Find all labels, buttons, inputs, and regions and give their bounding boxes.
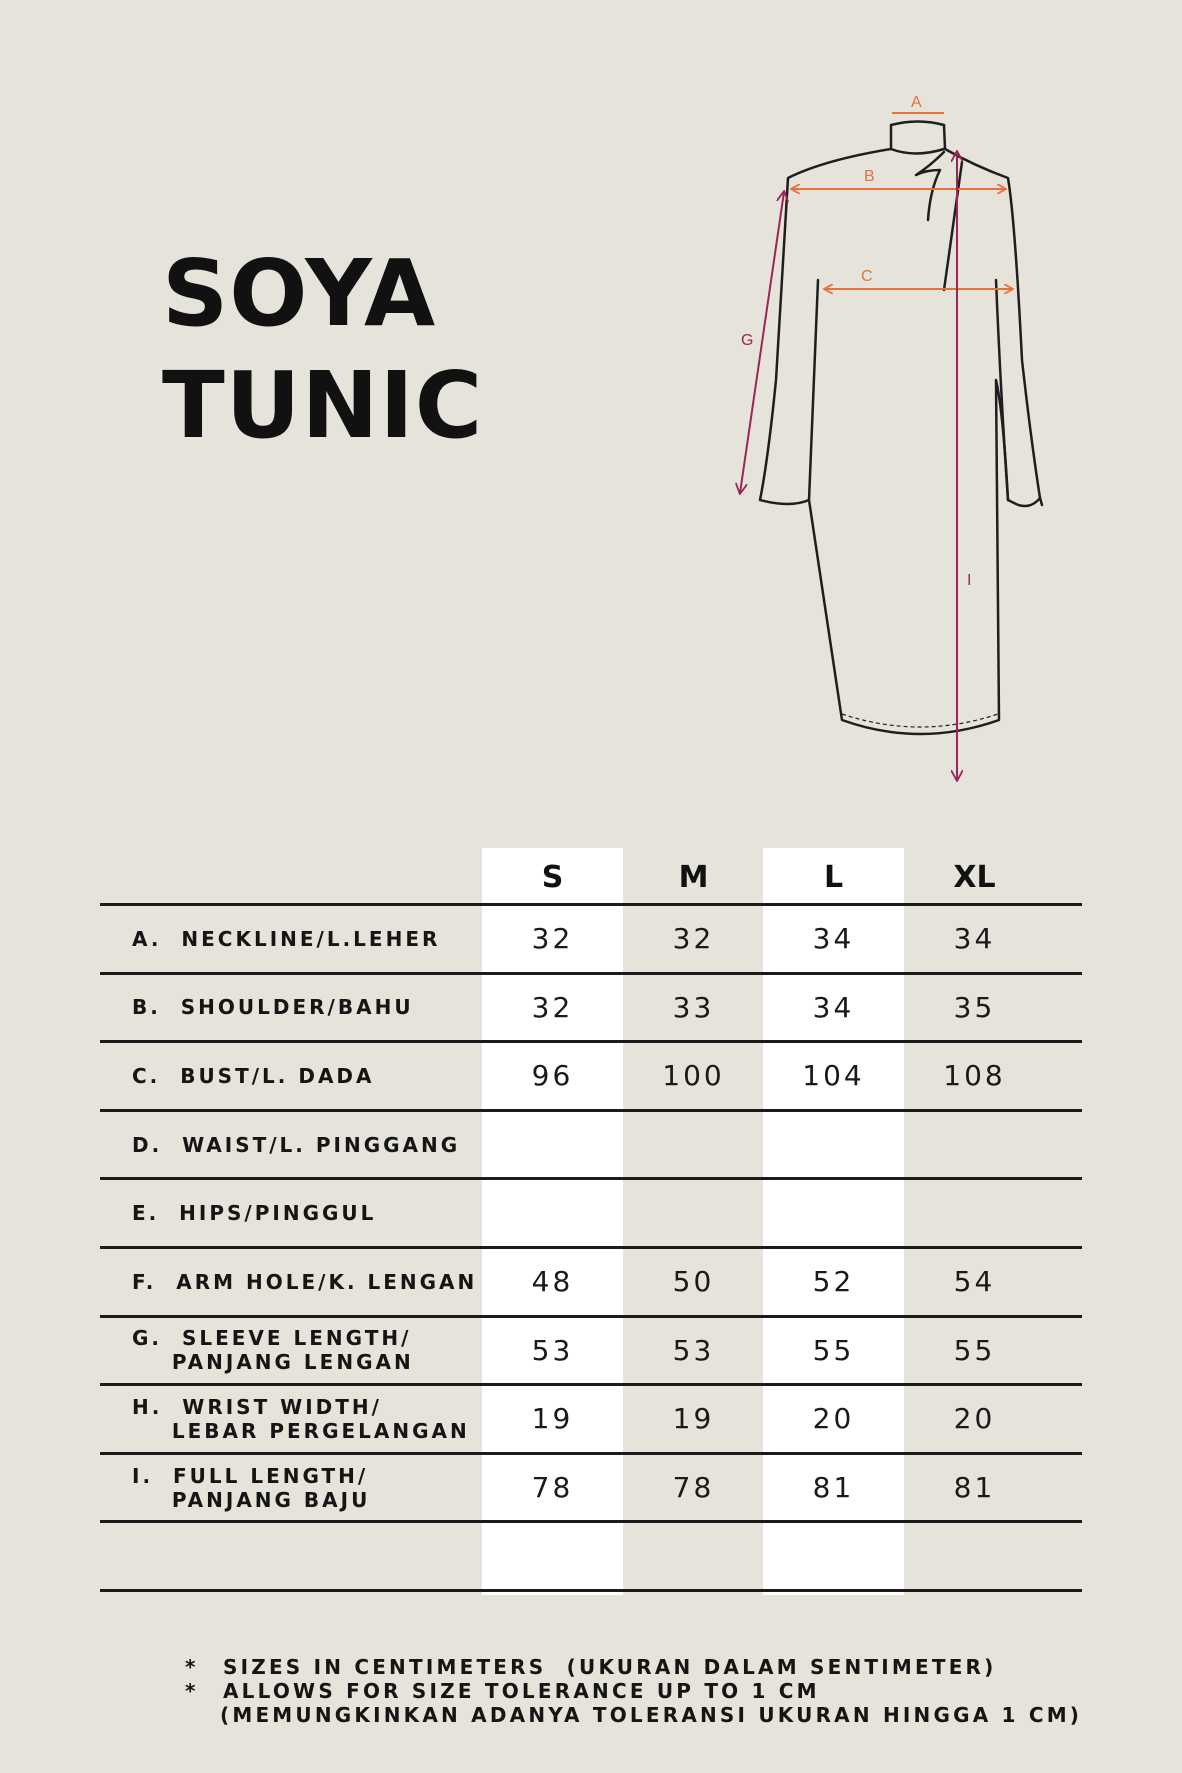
- footnote-text: (MEMUNGKINKAN ADANYA TOLERANSI UKURAN HINGGA 1 CM): [220, 1703, 1083, 1727]
- table-cell: 54: [953, 1265, 996, 1299]
- table-row-label: [132, 1043, 472, 1109]
- table-cell: 100: [662, 1059, 725, 1093]
- table-cell: [482, 1112, 623, 1178]
- table-cell: 20: [953, 1402, 996, 1436]
- footnote-1: [185, 1655, 1082, 1679]
- footnote-text: ALLOWS FOR SIZE TOLERANCE UP TO 1 CM: [223, 1679, 820, 1703]
- table-cell: 20: [812, 1402, 855, 1436]
- table-cell: 32: [672, 922, 715, 956]
- size-header-xl: XL: [953, 859, 996, 895]
- hem-stitch-line: [842, 714, 998, 727]
- table-cell: 52: [812, 1265, 855, 1299]
- table-cell: 48: [531, 1265, 574, 1299]
- table-cell: [904, 1523, 1045, 1589]
- label-b: B: [864, 168, 875, 185]
- table-row-label: [132, 1523, 472, 1589]
- table-cell: 104: [802, 1059, 865, 1093]
- table-cell: [623, 1112, 764, 1178]
- table-cell: 55: [812, 1333, 855, 1367]
- table-cell: [482, 1523, 623, 1589]
- table-cell: 19: [672, 1402, 715, 1436]
- table-row-label: [132, 975, 472, 1041]
- table-cell: [763, 1523, 904, 1589]
- footnote-bullet: *: [185, 1655, 199, 1679]
- label-g: G: [741, 332, 754, 349]
- row-label-text: I. FULL LENGTH/ PANJANG BAJU: [132, 1463, 371, 1512]
- size-header-l: L: [823, 859, 844, 895]
- table-cell: 19: [531, 1402, 574, 1436]
- footnote-2-translation: [185, 1703, 1082, 1727]
- table-cell: 32: [531, 990, 574, 1024]
- table-cell: 32: [531, 922, 574, 956]
- row-label-text: B. SHOULDER/BAHU: [132, 995, 414, 1020]
- table-cell: [763, 1180, 904, 1246]
- table-cell: 55: [953, 1333, 996, 1367]
- page-title: [162, 238, 483, 462]
- table-cell: [904, 1112, 1045, 1178]
- table-cell: 34: [812, 922, 855, 956]
- table-cell: 53: [672, 1333, 715, 1367]
- table-cell: [482, 1180, 623, 1246]
- table-row-label: [132, 1318, 472, 1384]
- table-cell: 81: [812, 1471, 855, 1505]
- table-cell: [904, 1180, 1045, 1246]
- table-cell: 53: [531, 1333, 574, 1367]
- table-divider: [100, 1589, 1082, 1592]
- table-row-label: [132, 1386, 472, 1452]
- row-label-text: A. NECKLINE/L.LEHER: [132, 926, 441, 951]
- table-cell: 96: [531, 1059, 574, 1093]
- table-cell: 81: [953, 1471, 996, 1505]
- row-label-text: D. WAIST/L. PINGGANG: [132, 1132, 461, 1157]
- table-row-label: [132, 1455, 472, 1521]
- table-cell: 78: [531, 1471, 574, 1505]
- footnote-2: [185, 1679, 1082, 1703]
- table-cell: 108: [943, 1059, 1006, 1093]
- footnote-text: SIZES IN CENTIMETERS (UKURAN DALAM SENTIMETER): [223, 1655, 997, 1679]
- table-row-label: [132, 906, 472, 972]
- table-cell: [763, 1112, 904, 1178]
- row-label-text: H. WRIST WIDTH/ LEBAR PERGELANGAN: [132, 1394, 470, 1443]
- table-cell: [623, 1523, 764, 1589]
- table-cell: 50: [672, 1265, 715, 1299]
- row-label-text: C. BUST/L. DADA: [132, 1063, 375, 1088]
- table-cell: 35: [953, 990, 996, 1024]
- table-row-label: [132, 1249, 478, 1315]
- table-cell: 34: [953, 922, 996, 956]
- footnotes: [185, 1655, 1082, 1727]
- footnote-bullet: *: [185, 1679, 199, 1703]
- title-line-2: TUNIC: [162, 352, 484, 459]
- table-cell: 33: [672, 990, 715, 1024]
- tunic-outline: [760, 122, 1042, 735]
- tunic-measurement-diagram: [730, 80, 1100, 800]
- size-header-m: M: [678, 859, 709, 895]
- row-label-text: G. SLEEVE LENGTH/ PANJANG LENGAN: [132, 1326, 414, 1375]
- label-a: A: [911, 94, 922, 111]
- table-cell: [623, 1180, 764, 1246]
- title-line-1: SOYA: [162, 240, 437, 347]
- row-label-text: E. HIPS/PINGGUL: [132, 1201, 377, 1226]
- label-i: I: [967, 572, 972, 589]
- row-label-text: F. ARM HOLE/K. LENGAN: [132, 1269, 478, 1294]
- table-cell: 78: [672, 1471, 715, 1505]
- table-row-label: [132, 1112, 472, 1178]
- label-c: C: [861, 268, 873, 285]
- table-row-label: [132, 1180, 472, 1246]
- table-cell: 34: [812, 990, 855, 1024]
- size-chart-table: [100, 848, 1082, 1598]
- size-header-s: S: [541, 859, 564, 895]
